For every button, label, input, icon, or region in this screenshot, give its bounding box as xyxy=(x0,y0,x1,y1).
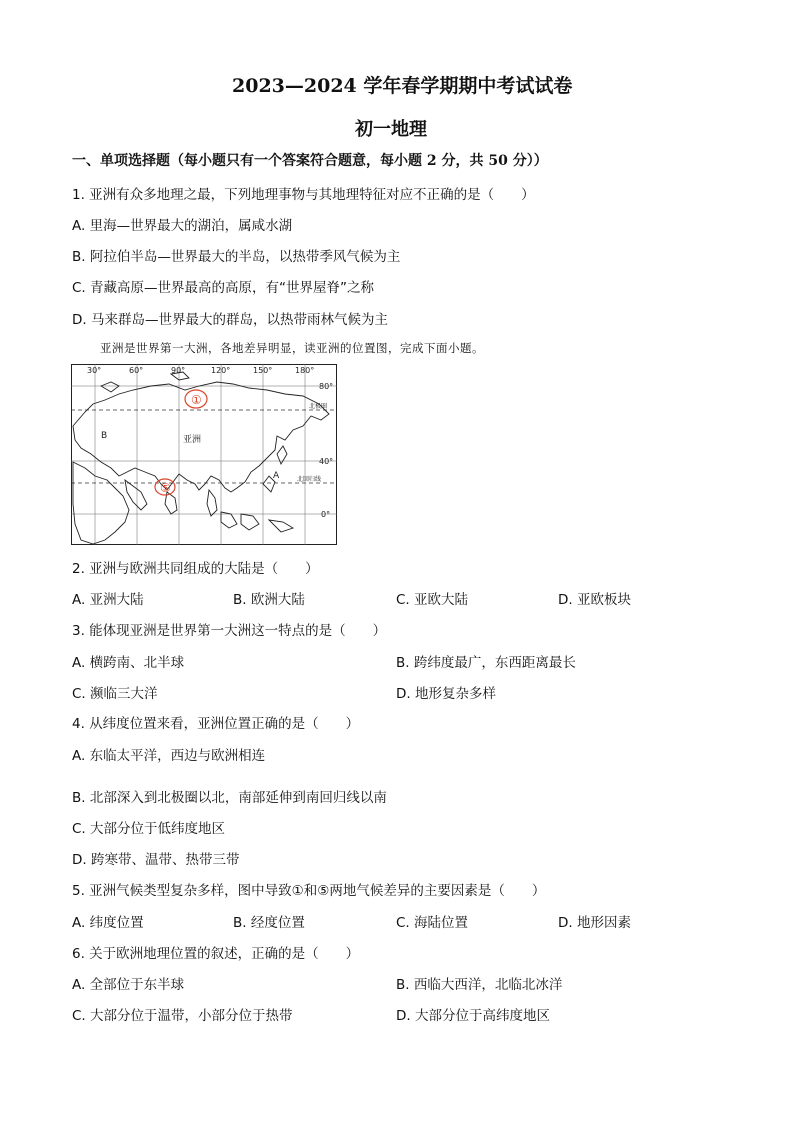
question-2-option-a: A. 亚洲大陆 xyxy=(72,592,144,608)
question-4-stem: 4. 从纬度位置来看，亚洲位置正确的是（ ） xyxy=(72,716,360,732)
question-2-option-b: B. 欧洲大陆 xyxy=(233,592,305,608)
question-3-option-a: A. 横跨南、北半球 xyxy=(72,655,185,671)
question-5-option-c: C. 海陆位置 xyxy=(396,915,469,931)
question-3-option-d: D. 地形复杂多样 xyxy=(396,686,496,702)
question-5-option-b: B. 经度位置 xyxy=(233,915,305,931)
question-6-stem: 6. 关于欧洲地理位置的叙述，正确的是（ ） xyxy=(72,946,360,962)
map-tick-40n: 40° xyxy=(319,457,334,466)
question-1-option-a: A. 里海—世界最大的湖泊，属咸水湖 xyxy=(72,218,293,234)
question-3-stem: 3. 能体现亚洲是世界第一大洲这一特点的是（ ） xyxy=(72,623,387,639)
tropic-label: 北回归线 xyxy=(297,476,322,483)
question-2-option-c: C. 亚欧大陆 xyxy=(396,592,469,608)
question-5-option-a: A. 纬度位置 xyxy=(72,915,144,931)
asia-location-map xyxy=(71,364,337,545)
question-2-option-d: D. 亚欧板块 xyxy=(558,592,631,608)
map-tick-0: 0° xyxy=(321,510,331,519)
question-4-option-a: A. 东临太平洋，西边与欧洲相连 xyxy=(72,748,266,764)
map-tick-80n: 80° xyxy=(319,382,334,391)
passage-intro: 亚洲是世界第一大洲，各地差异明显，读亚洲的位置图，完成下面小题。 xyxy=(100,341,484,355)
question-4-option-b: B. 北部深入到北极圈以北，南部延伸到南回归线以南 xyxy=(72,790,387,806)
question-1-stem: 1. 亚洲有众多地理之最，下列地理事物与其地理特征对应不正确的是（ ） xyxy=(72,187,535,203)
region-a-label: A xyxy=(273,471,280,481)
question-6-option-a: A. 全部位于东半球 xyxy=(72,977,185,993)
section-heading: 一、单项选择题（每小题只有一个答案符合题意，每小题 2 分，共 50 分）） xyxy=(72,153,548,169)
map-tick-30: 30° xyxy=(87,366,102,375)
region-b-label: B xyxy=(101,431,108,441)
question-2-stem: 2. 亚洲与欧洲共同组成的大陆是（ ） xyxy=(72,561,319,577)
page-title: 2023—2024 学年春学期期中考试试卷 xyxy=(232,75,573,97)
question-1-option-b: B. 阿拉伯半岛—世界最大的半岛，以热带季风气候为主 xyxy=(72,249,401,265)
marker-1-label: ① xyxy=(191,393,202,407)
question-3-option-b: B. 跨纬度最广，东西距离最长 xyxy=(396,655,576,671)
question-5-stem: 5. 亚洲气候类型复杂多样，图中导致①和⑤两地气候差异的主要因素是（ ） xyxy=(72,883,546,899)
question-6-option-c: C. 大部分位于温带，小部分位于热带 xyxy=(72,1008,293,1024)
map-tick-120: 120° xyxy=(211,366,231,375)
question-6-option-d: D. 大部分位于高纬度地区 xyxy=(396,1008,550,1024)
question-6-option-b: B. 西临大西洋，北临北冰洋 xyxy=(396,977,563,993)
page-subtitle: 初一地理 xyxy=(355,119,427,140)
question-5-option-d: D. 地形因素 xyxy=(558,915,631,931)
map-tick-150: 150° xyxy=(253,366,273,375)
marker-5-label: ⑤ xyxy=(160,481,171,495)
question-3-option-c: C. 濒临三大洋 xyxy=(72,686,158,702)
map-tick-60: 60° xyxy=(129,366,144,375)
question-1-option-d: D. 马来群岛—世界最大的群岛，以热带雨林气候为主 xyxy=(72,312,388,328)
question-4-option-c: C. 大部分位于低纬度地区 xyxy=(72,821,226,837)
map-tick-180: 180° xyxy=(295,366,315,375)
question-4-option-d: D. 跨寒带、温带、热带三带 xyxy=(72,852,240,868)
question-1-option-c: C. 青藏高原—世界最高的高原，有“世界屋脊”之称 xyxy=(72,280,374,296)
arctic-circle-label: 北极圈 xyxy=(309,403,328,410)
map-tick-90: 90° xyxy=(171,366,186,375)
asia-label: 亚洲 xyxy=(183,435,202,445)
